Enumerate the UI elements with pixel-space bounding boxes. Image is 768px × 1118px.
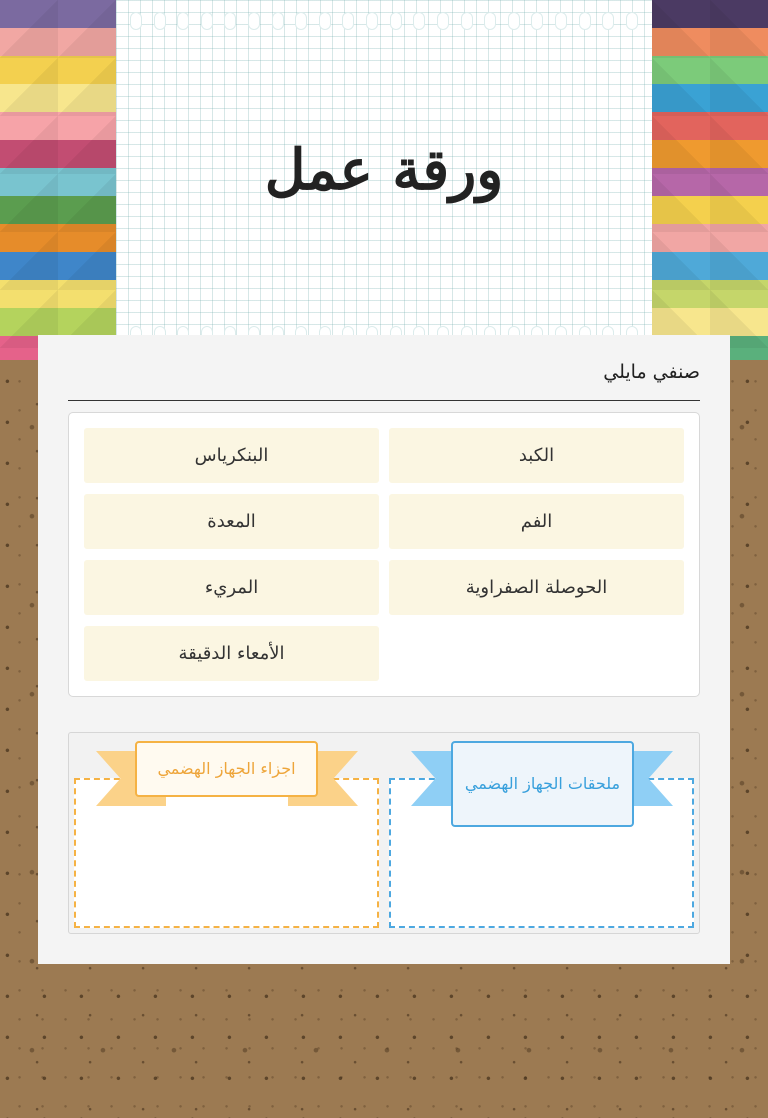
category-ribbon-parts xyxy=(96,741,358,829)
page-title: ورقة عمل xyxy=(264,137,504,203)
drag-item-liver[interactable]: الكبد xyxy=(389,428,684,483)
drag-item-stomach[interactable]: المعدة xyxy=(84,494,379,549)
paper-holes-top xyxy=(130,12,638,30)
right-chevron-decoration xyxy=(652,0,768,360)
drag-item-gallbladder[interactable]: الحوصلة الصفراوية xyxy=(389,560,684,615)
left-chevron-decoration xyxy=(0,0,116,360)
drag-item-pancreas[interactable]: البنكرياس xyxy=(84,428,379,483)
drag-item-small-intestine[interactable]: الأمعاء الدقيقة xyxy=(84,626,379,681)
divider xyxy=(68,400,700,401)
draggable-items-panel xyxy=(68,412,700,697)
worksheet-card xyxy=(38,335,730,964)
category-label-accessories: ملحقات الجهاز الهضمي xyxy=(451,741,634,827)
instruction-text: صنفي مايلي xyxy=(603,361,700,383)
drag-item-mouth[interactable]: الفم xyxy=(389,494,684,549)
drag-item-esophagus[interactable]: المريء xyxy=(84,560,379,615)
grid-paper-header xyxy=(116,0,652,360)
header-banner xyxy=(0,0,768,360)
category-label-parts: اجزاء الجهاز الهضمي xyxy=(135,741,318,797)
category-ribbon-accessories xyxy=(411,741,673,829)
drop-zones-panel xyxy=(68,732,700,934)
